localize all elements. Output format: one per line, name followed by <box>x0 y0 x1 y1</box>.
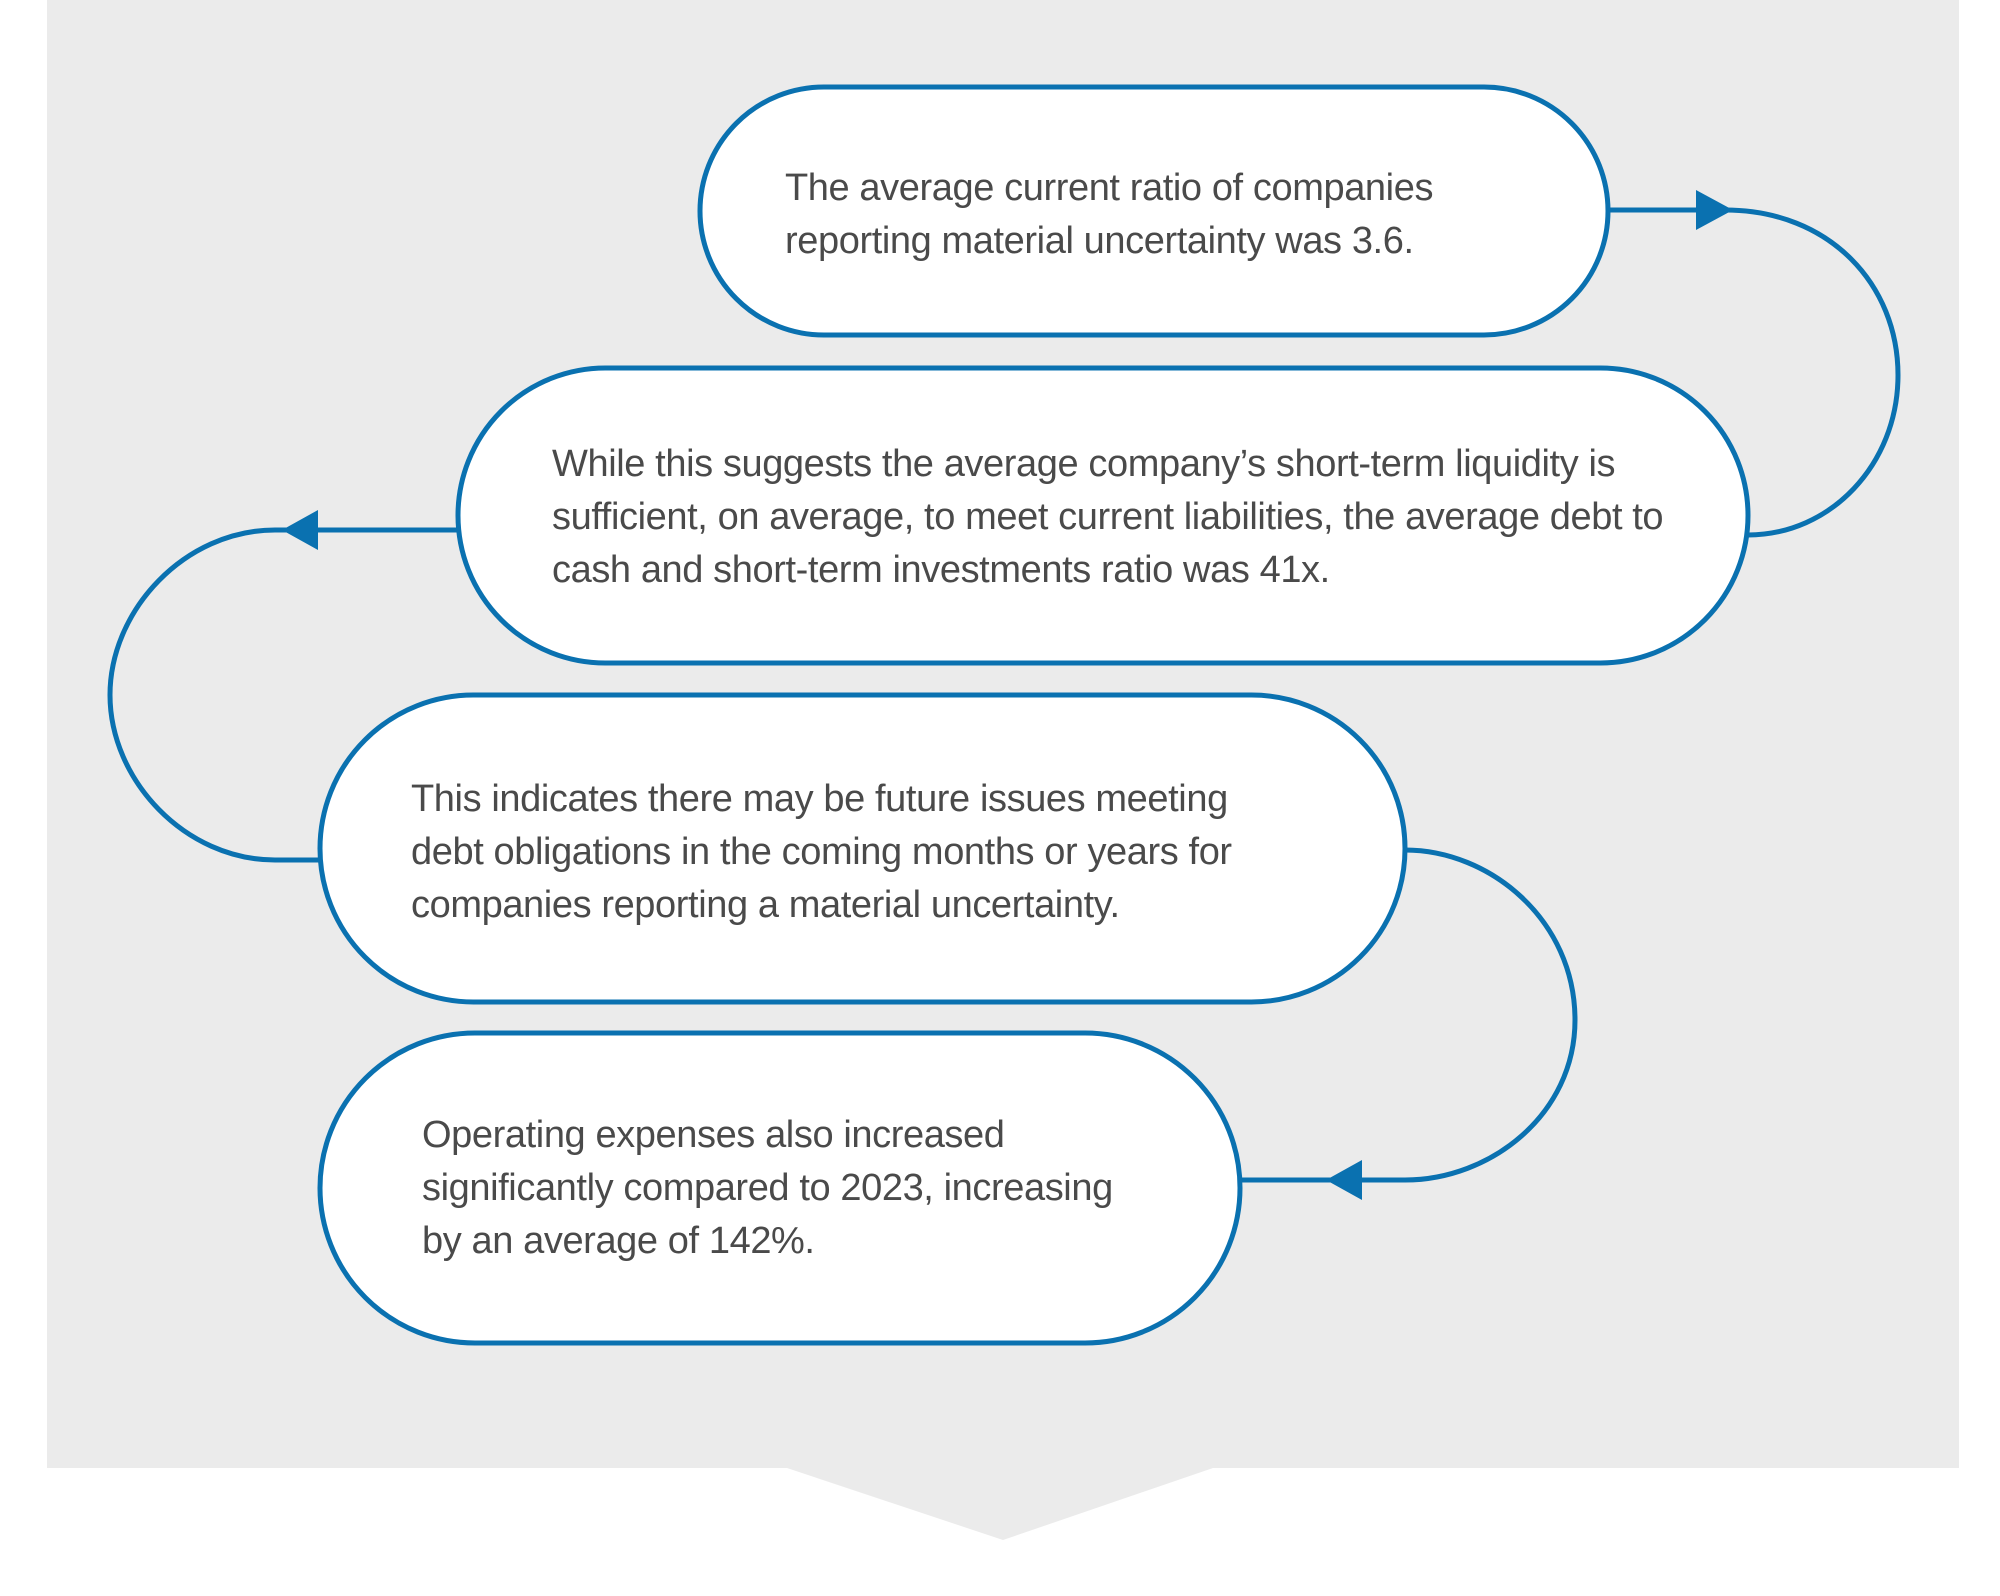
step-1-text: The average current ratio of companies reporting material uncertainty was 3.6. <box>785 167 1434 262</box>
step-2-text: While this suggests the average company’s short-term liquidity is sufficient, on average, to meet current liabilities, the average debt to cash and short-term investments ratio was 41x. <box>552 443 1664 591</box>
step-4-text: Operating expenses also increased significantly compared to 2023, increasing by an average of 142%. <box>422 1114 1113 1262</box>
step-3-text: This indicates there may be future issues meeting debt obligations in the coming months or years for companies reporting a material uncertainty. <box>411 778 1232 926</box>
